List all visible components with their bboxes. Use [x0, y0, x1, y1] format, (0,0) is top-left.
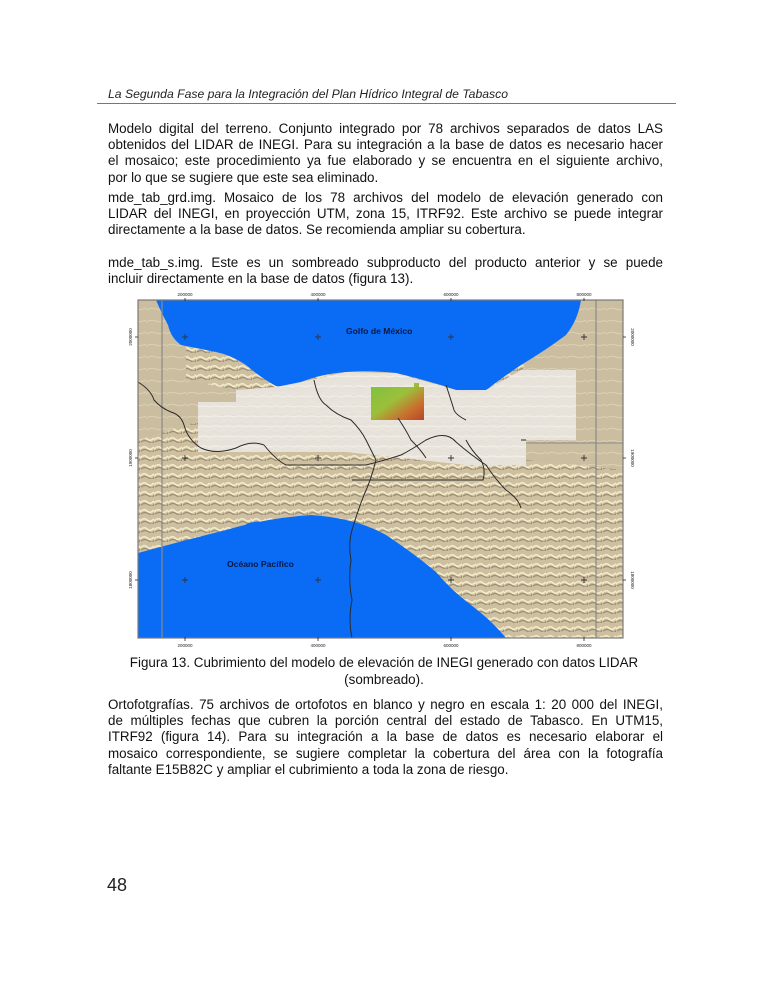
text-line: Ortofotgrafías. 75 archivos de ortofotos en blanco y negro en escala 1: 20 000 del INEGI, — [108, 697, 663, 712]
header-divider — [97, 103, 676, 104]
x-tick-top: 600000 — [443, 292, 459, 297]
paragraph-ortofotografias — [108, 697, 663, 778]
label-oceano-pacifico: Océano Pacífico — [227, 559, 294, 569]
paragraph-digital-terrain-model — [108, 121, 663, 186]
x-tick-bottom: 400000 — [310, 643, 326, 648]
y-tick-left: 1800000 — [128, 571, 133, 589]
text-line: por lo que se sugiere que este sea eliminado. — [108, 169, 379, 185]
y-tick-left: 2000000 — [128, 328, 133, 346]
x-tick-bottom: 800000 — [576, 643, 592, 648]
text-line: mde_tab_grd.img. Mosaico de los 78 archivos del modelo de elevación generado con — [108, 190, 663, 205]
elevation-coverage-map — [126, 290, 641, 648]
text-line: incluir directamente en la base de datos (figura 13). — [108, 271, 414, 287]
label-golfo-de-mexico: Golfo de México — [346, 326, 413, 336]
y-tick-left: 1900000 — [128, 449, 133, 467]
running-header: La Segunda Fase para la Integración del Plan Hídrico Integral de Tabasco — [108, 87, 508, 101]
caption-line: (sombreado). — [344, 671, 424, 687]
y-tick-right: 1900000 — [630, 449, 635, 467]
text-line: ITRF92 (figura 14). Para su integración a la base de datos es necesario elaborar el — [108, 729, 663, 745]
text-line: Modelo digital del terreno. Conjunto integrado por 78 archivos separados de datos LAS — [108, 121, 663, 136]
y-tick-right: 1800000 — [630, 571, 635, 589]
text-line: de múltiples fechas que cubren la porción central del estado de Tabasco. En UTM15, — [108, 713, 663, 729]
text-line: LIDAR del INEGI, en proyección UTM, zona 15, ITRF92. Este archivo se puede integrar — [108, 206, 663, 222]
figure-13-map — [126, 290, 641, 648]
text-line: obtenidos del LIDAR de INEGI. Para su integración a la base de datos es necesario hacer — [108, 137, 663, 153]
text-line: directamente a la base de datos. Se recomienda ampliar su cobertura. — [108, 222, 526, 238]
x-tick-bottom: 200000 — [177, 643, 193, 648]
y-tick-right: 2000000 — [630, 328, 635, 346]
paragraph-mde-tab-grd — [108, 190, 663, 239]
caption-line: Figura 13. Cubrimiento del modelo de elevación de INEGI generado con datos LIDAR — [129, 655, 639, 670]
text-line: mde_tab_s.img. Este es un sombreado subproducto del producto anterior y se puede — [108, 255, 663, 270]
x-tick-top: 400000 — [310, 292, 326, 297]
dem-inset — [371, 383, 424, 420]
figure-caption — [100, 655, 668, 688]
x-tick-top: 800000 — [576, 292, 592, 297]
page-number: 48 — [107, 875, 128, 895]
x-tick-bottom: 600000 — [443, 643, 459, 648]
text-line: el mosaico; este procedimiento ya fue elaborado y se encuentra en el siguiente archivo, — [108, 153, 663, 169]
x-tick-top: 200000 — [177, 292, 193, 297]
text-line: faltante E15B82C y ampliar el cubrimiento a toda la zona de riesgo. — [108, 761, 509, 777]
text-line: mosaico correspondiente, se sugiere completar la cobertura del área con la fotografía — [108, 745, 663, 761]
paragraph-mde-tab-s — [108, 255, 663, 287]
